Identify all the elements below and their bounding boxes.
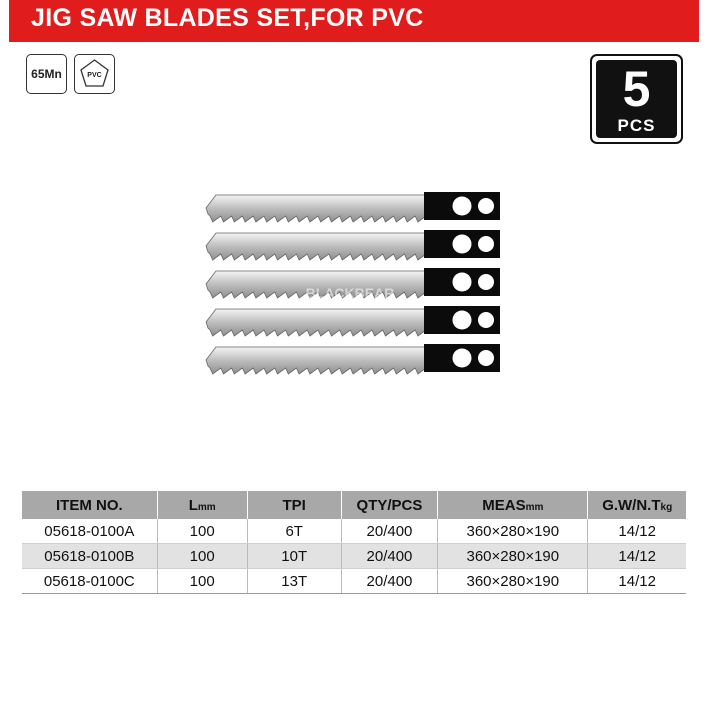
quantity-label: PCS — [617, 116, 656, 135]
table-cell: 6T — [247, 519, 341, 544]
column-header-label: QTY/PCS — [356, 496, 423, 514]
table-cell: 05618-0100A — [22, 519, 157, 544]
column-header — [22, 491, 157, 519]
column-header — [588, 491, 686, 519]
pvc-badge — [74, 54, 115, 94]
table-cell: 05618-0100C — [22, 569, 157, 594]
pentagon-icon — [75, 55, 114, 93]
column-header-label: G.W/N.T — [602, 496, 661, 514]
material-badge: 65Mn — [26, 54, 67, 94]
table-cell: 05618-0100B — [22, 544, 157, 569]
table-cell: 100 — [157, 569, 247, 594]
table-row — [22, 544, 686, 569]
title-bar — [9, 0, 699, 42]
column-header-unit: mm — [525, 501, 544, 513]
table-row — [22, 569, 686, 594]
column-header-label: TPI — [282, 496, 306, 514]
table-cell: 100 — [157, 544, 247, 569]
saw-blade — [206, 306, 500, 336]
column-header-label: ITEM NO. — [55, 496, 123, 514]
column-header — [157, 491, 247, 519]
table-cell: 14/12 — [588, 544, 686, 569]
column-header — [341, 491, 438, 519]
saw-blade — [206, 230, 500, 260]
table-cell: 20/400 — [341, 544, 438, 569]
watermark: BLACKBEAR — [305, 285, 395, 301]
column-header-label: L — [188, 496, 198, 514]
table-cell: 10T — [247, 544, 341, 569]
table-cell: 20/400 — [341, 519, 438, 544]
pvc-label: PVC — [87, 72, 102, 79]
saw-blade — [206, 344, 500, 374]
column-header-label: MEAS — [482, 496, 526, 514]
table-row — [22, 519, 686, 544]
saw-blade — [206, 192, 500, 222]
table-cell: 20/400 — [341, 569, 438, 594]
column-header-unit: mm — [197, 501, 216, 513]
column-header-unit: kg — [660, 501, 673, 513]
table-cell: 360×280×190 — [438, 544, 588, 569]
page-title: JIG SAW BLADES SET,FOR PVC — [31, 4, 424, 32]
table-header-row — [22, 491, 686, 519]
quantity-number: 5 — [622, 61, 651, 117]
table-cell: 14/12 — [588, 519, 686, 544]
table-body — [22, 519, 686, 594]
table-cell: 100 — [157, 519, 247, 544]
table-cell: 360×280×190 — [438, 569, 588, 594]
table-cell: 14/12 — [588, 569, 686, 594]
table-cell: 360×280×190 — [438, 519, 588, 544]
column-header — [247, 491, 341, 519]
blades-illustration — [200, 186, 510, 386]
column-header — [438, 491, 588, 519]
quantity-badge — [590, 54, 683, 144]
table-cell: 13T — [247, 569, 341, 594]
spec-table — [22, 491, 686, 594]
